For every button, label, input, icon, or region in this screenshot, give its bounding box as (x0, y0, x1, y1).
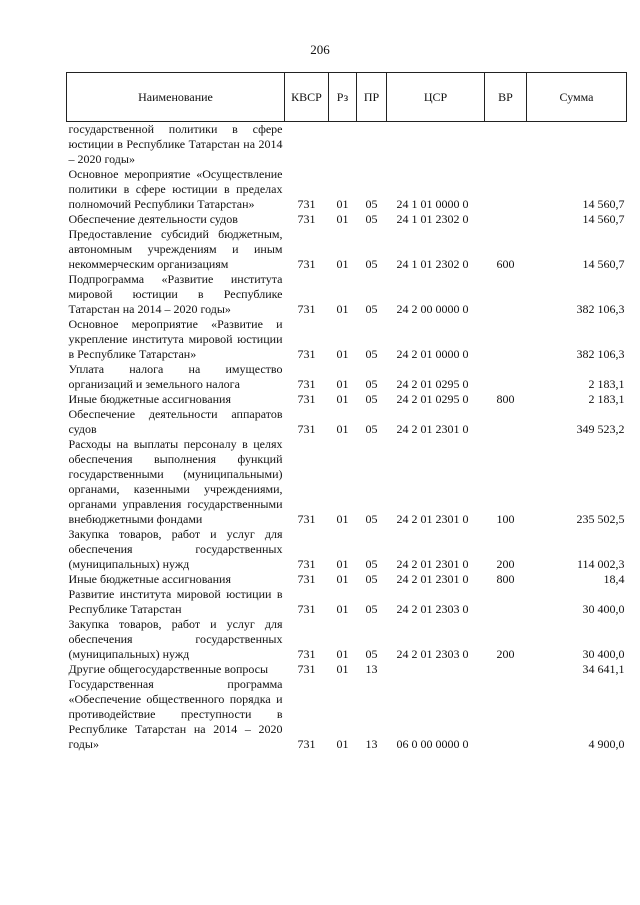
cell-pr: 05 (365, 602, 378, 616)
cell-sum: 14 560,7 (582, 257, 625, 271)
column-header-pr: ПР (357, 73, 387, 122)
cell-rz: 01 (336, 572, 349, 586)
cell-name: Расходы на выплаты персоналу в целях обеспечения выполнения функций государственными (муниципальными) органами, казенными учреждениями, органами управления государственными внебюджетными фондами (68, 437, 283, 526)
cell-pr: 05 (365, 422, 378, 436)
cell-kvsr: 731 (297, 257, 316, 271)
cell-pr: 05 (365, 197, 378, 211)
cell-pr: 05 (365, 347, 378, 361)
cell-rz: 01 (336, 347, 349, 361)
cell-vr (485, 317, 527, 362)
table-row (67, 362, 627, 392)
cell-vr (485, 167, 527, 212)
table-row (67, 527, 627, 572)
cell-pr: 05 (365, 377, 378, 391)
cell-csr: 24 2 01 2301 0 (396, 512, 469, 526)
cell-csr: 24 1 01 2302 0 (396, 212, 469, 226)
cell-csr: 24 2 01 2301 0 (396, 557, 469, 571)
cell-name: Иные бюджетные ассигнования (68, 392, 231, 406)
cell-rz: 01 (336, 557, 349, 571)
cell-rz: 01 (336, 422, 349, 436)
table-body (67, 122, 627, 753)
cell-pr: 05 (365, 512, 378, 526)
table-row (67, 677, 627, 752)
cell-csr: 24 2 01 2301 0 (396, 572, 469, 586)
cell-kvsr: 731 (297, 647, 316, 661)
cell-kvsr: 731 (297, 512, 316, 526)
cell-csr (387, 122, 485, 168)
cell-vr (485, 587, 527, 617)
cell-csr: 24 1 01 0000 0 (396, 197, 469, 211)
cell-kvsr: 731 (297, 737, 316, 751)
table-row (67, 662, 627, 677)
cell-vr: 200 (496, 647, 515, 661)
table-row (67, 587, 627, 617)
cell-name: Развитие института мировой юстиции в Республике Татарстан (68, 587, 283, 616)
cell-pr: 13 (365, 662, 378, 676)
column-header-rz: Рз (329, 73, 357, 122)
page-number: 206 (310, 42, 330, 57)
cell-vr: 200 (496, 557, 515, 571)
cell-csr: 06 0 00 0000 0 (396, 737, 469, 751)
cell-sum: 14 560,7 (582, 212, 625, 226)
cell-csr: 24 2 01 2303 0 (396, 602, 469, 616)
table-row (67, 122, 627, 168)
cell-name: Иные бюджетные ассигнования (68, 572, 231, 586)
cell-vr (485, 407, 527, 437)
table-row (67, 617, 627, 662)
table-row (67, 317, 627, 362)
cell-vr: 600 (496, 257, 515, 271)
cell-sum: 235 502,5 (576, 512, 625, 526)
cell-name: Обеспечение деятельности аппаратов судов (68, 407, 283, 436)
cell-rz: 01 (336, 377, 349, 391)
column-header-vr: ВР (485, 73, 527, 122)
cell-sum: 4 900,0 (588, 737, 625, 751)
cell-kvsr: 731 (297, 377, 316, 391)
cell-sum: 349 523,2 (576, 422, 625, 436)
cell-vr (485, 272, 527, 317)
cell-pr (357, 122, 387, 168)
cell-pr: 05 (365, 257, 378, 271)
cell-vr: 800 (496, 572, 515, 586)
cell-sum: 2 183,1 (588, 392, 625, 406)
cell-name: Закупка товаров, работ и услуг для обеспечения государственных (муниципальных) нужд (68, 527, 283, 571)
cell-kvsr: 731 (297, 422, 316, 436)
cell-name: Обеспечение деятельности судов (68, 212, 238, 226)
cell-pr: 05 (365, 302, 378, 316)
cell-name: государственной политики в сфере юстиции в Республике Татарстан на 2014 – 2020 годы» (68, 122, 283, 166)
cell-sum: 382 106,3 (576, 347, 625, 361)
cell-sum: 18,4 (603, 572, 625, 586)
budget-table (66, 72, 627, 752)
cell-sum: 30 400,0 (582, 602, 625, 616)
cell-rz: 01 (336, 302, 349, 316)
cell-kvsr: 731 (297, 602, 316, 616)
cell-vr (485, 677, 527, 752)
cell-sum: 114 002,3 (576, 557, 625, 571)
cell-kvsr: 731 (297, 347, 316, 361)
cell-csr: 24 2 01 2301 0 (396, 422, 469, 436)
cell-csr: 24 2 01 0295 0 (396, 392, 469, 406)
cell-vr (485, 212, 527, 227)
table-row (67, 392, 627, 407)
table-row (67, 212, 627, 227)
column-header-name: Наименование (67, 73, 285, 122)
cell-rz: 01 (336, 392, 349, 406)
cell-vr: 800 (496, 392, 515, 406)
cell-pr: 05 (365, 212, 378, 226)
column-header-csr: ЦСР (387, 73, 485, 122)
cell-vr (485, 662, 527, 677)
cell-csr: 24 1 01 2302 0 (396, 257, 469, 271)
cell-pr: 05 (365, 647, 378, 661)
cell-kvsr: 731 (297, 212, 316, 226)
cell-name: Государственная программа «Обеспечение общественного порядка и противодействие преступности в Республике Татарстан на 2014 – 2020 годы» (68, 677, 283, 751)
cell-kvsr: 731 (297, 662, 316, 676)
cell-rz: 01 (336, 197, 349, 211)
cell-pr: 05 (365, 572, 378, 586)
cell-csr (387, 662, 485, 677)
cell-name: Другие общегосударственные вопросы (68, 662, 269, 676)
cell-rz: 01 (336, 737, 349, 751)
cell-name: Подпрограмма «Развитие института мировой юстиции в Республике Татарстан на 2014 – 2020 годы» (68, 272, 283, 316)
table-row (67, 407, 627, 437)
cell-csr: 24 2 01 0000 0 (396, 347, 469, 361)
cell-name: Основное мероприятие «Развитие и укрепление института мировой юстиции в Республике Татарстан» (68, 317, 283, 361)
column-header-sum: Сумма (527, 73, 627, 122)
cell-vr (485, 362, 527, 392)
cell-name: Уплата налога на имущество организаций и земельного налога (68, 362, 283, 391)
cell-kvsr: 731 (297, 302, 316, 316)
cell-sum: 30 400,0 (582, 647, 625, 661)
cell-kvsr: 731 (297, 197, 316, 211)
cell-name: Основное мероприятие «Осуществление политики в сфере юстиции в пределах полномочий Республики Татарстан» (68, 167, 283, 211)
cell-pr: 05 (365, 392, 378, 406)
cell-rz: 01 (336, 257, 349, 271)
table-row (67, 272, 627, 317)
cell-kvsr (285, 122, 329, 168)
cell-csr: 24 2 00 0000 0 (396, 302, 469, 316)
cell-name: Закупка товаров, работ и услуг для обеспечения государственных (муниципальных) нужд (68, 617, 283, 661)
table-row (67, 437, 627, 527)
column-header-kvsr: КВСР (285, 73, 329, 122)
cell-rz: 01 (336, 212, 349, 226)
cell-kvsr: 731 (297, 572, 316, 586)
table-row (67, 572, 627, 587)
cell-sum: 34 641,1 (582, 662, 625, 676)
table-row (67, 167, 627, 212)
cell-csr: 24 2 01 2303 0 (396, 647, 469, 661)
cell-vr: 100 (496, 512, 515, 526)
cell-kvsr: 731 (297, 392, 316, 406)
cell-name: Предоставление субсидий бюджетным, автономным учреждениям и иным некоммерческим организациям (68, 227, 283, 271)
cell-vr (485, 122, 527, 168)
table-row (67, 227, 627, 272)
cell-rz: 01 (336, 512, 349, 526)
cell-sum: 14 560,7 (582, 197, 625, 211)
cell-rz (329, 122, 357, 168)
cell-rz: 01 (336, 602, 349, 616)
cell-pr: 05 (365, 557, 378, 571)
cell-sum (527, 122, 627, 168)
cell-pr: 13 (365, 737, 378, 751)
table-header-row (67, 73, 627, 122)
cell-rz: 01 (336, 662, 349, 676)
cell-csr: 24 2 01 0295 0 (396, 377, 469, 391)
cell-sum: 2 183,1 (588, 377, 625, 391)
cell-kvsr: 731 (297, 557, 316, 571)
cell-rz: 01 (336, 647, 349, 661)
cell-sum: 382 106,3 (576, 302, 625, 316)
